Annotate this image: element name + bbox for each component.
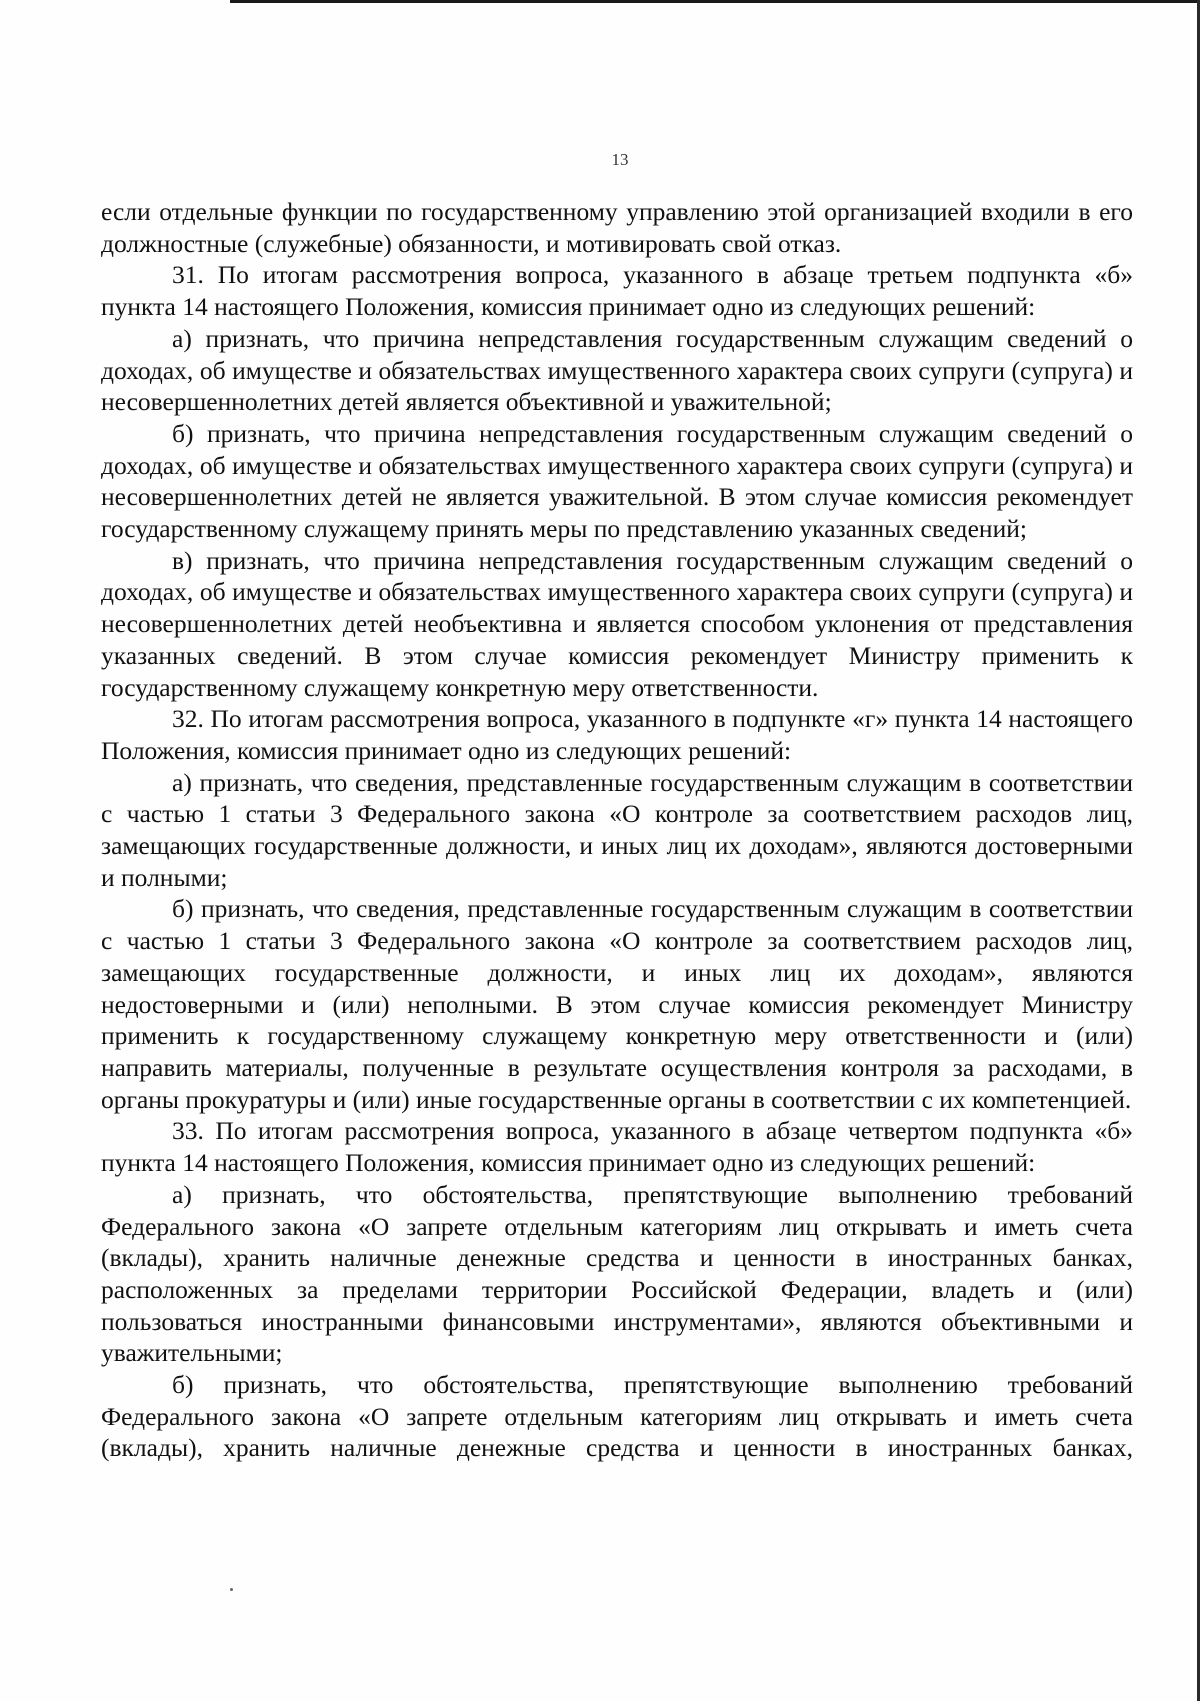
scan-border-top [230, 0, 1200, 3]
paragraph-item-31: 31. По итогам рассмотрения вопроса, указанного в абзаце третьем подпункта «б» пункта 14 настоящего Положения, комиссия принимает одно из следующих решений: [101, 260, 1133, 322]
paragraph-item-31c: в) признать, что причина непредставления государственным служащим сведений о доходах, об имуществе и обязательствах имущественного характера своих супруги (супруга) и несовершеннолетних детей необъективна и является способом уклонения от представления указанных сведений. В этом случае комиссия рекомендует Министру применить к государственному служащему конкретную меру ответственности. [101, 545, 1133, 702]
paragraph-item-31b: б) признать, что причина непредставления государственным служащим сведений о доходах, об имуществе и обязательствах имущественного характера своих супруги (супруга) и несовершеннолетних детей не является уважительной. В этом случае комиссия рекомендует государственному служащему принять меры по представлению указанных сведений; [101, 418, 1133, 544]
paragraph-item-32b: б) признать, что сведения, представленные государственным служащим в соответствии с частью 1 статьи 3 Федерального закона «О контроле за соответствием расходов лиц, замещающих государственные должности, и иных лиц их доходам», являются недостоверными и (или) неполными. В этом случае комиссия рекомендует Министру применить к государственному служащему конкретную меру ответственности и (или) направить материалы, полученные в результате осуществления контроля за расходами, в органы прокуратуры и (или) иные государственные органы в соответствии с их компетенцией. [101, 894, 1133, 1114]
paragraph-continuation: если отдельные функции по государственному управлению этой организацией входили в его должностные (служебные) обязанности, и мотивировать свой отказ. [101, 197, 1133, 258]
scan-speck [230, 1588, 233, 1591]
paragraph-item-33a: а) признать, что обстоятельства, препятствующие выполнению требований Федерального закона «О запрете отдельным категориям лиц открывать и иметь счета (вклады), хранить наличные денежные средства и ценности в иностранных банках, расположенных за пределами территории Российской Федерации, владеть и (или) пользоваться иностранными финансовыми инструментами», являются объективными и уважительными; [101, 1179, 1133, 1368]
paragraph-item-33: 33. По итогам рассмотрения вопроса, указанного в абзаце четвертом подпункта «б» пункта 14 настоящего Положения, комиссия принимает одно из следующих решений: [101, 1116, 1133, 1178]
paragraph-item-32a: а) признать, что сведения, представленные государственным служащим в соответствии с частью 1 статьи 3 Федерального закона «О контроле за соответствием расходов лиц, замещающих государственные должности, и иных лиц их доходам», являются достоверными и полными; [101, 767, 1133, 892]
page-number: 13 [611, 150, 629, 169]
paragraph-item-31a: а) признать, что причина непредставления государственным служащим сведений о доходах, об имуществе и обязательствах имущественного характера своих супруги (супруга) и несовершеннолетних детей является объективной и уважительной; [101, 323, 1133, 417]
paragraph-item-33b: б) признать, что обстоятельства, препятствующие выполнению требований Федерального закона «О запрете отдельным категориям лиц открывать и иметь счета (вклады), хранить наличные денежные средства и ценности в иностранных банках, [101, 1370, 1133, 1463]
paragraph-item-32: 32. По итогам рассмотрения вопроса, указанного в подпункте «г» пункта 14 настоящего Положения, комиссия принимает одно из следующих решений: [101, 704, 1133, 765]
document-body [101, 196, 1133, 1464]
